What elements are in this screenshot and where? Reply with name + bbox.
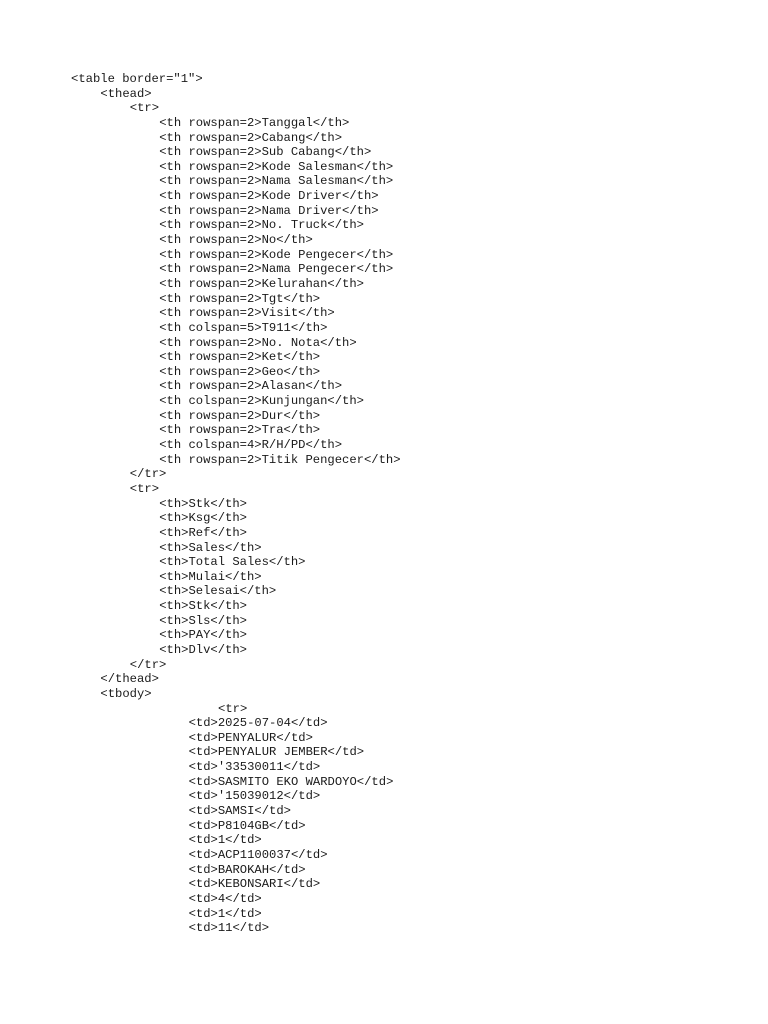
code-line: <tbody>: [100, 686, 152, 701]
code-line: <thead>: [100, 86, 152, 101]
code-line: <th>Total Sales</th>: [159, 555, 306, 570]
code-line: <th>Sls</th>: [159, 613, 247, 628]
code-line: <th rowspan=2>No. Truck</th>: [159, 218, 364, 233]
code-line: <td>SAMSI</td>: [188, 804, 291, 819]
code-line: <th rowspan=2>Nama Driver</th>: [159, 203, 379, 218]
code-line: <th colspan=4>R/H/PD</th>: [159, 438, 343, 453]
code-line: <th colspan=2>Kunjungan</th>: [159, 394, 364, 409]
code-line: <th rowspan=2>Tgt</th>: [159, 291, 321, 306]
code-line: <th rowspan=2>Visit</th>: [159, 306, 335, 321]
code-line: <td>SASMITO EKO WARDOYO</td>: [188, 774, 394, 789]
code-line: <table border="1">: [71, 72, 203, 86]
code-line: <td>P8104GB</td>: [188, 818, 306, 833]
code-line: <td>PENYALUR JEMBER</td>: [188, 745, 365, 760]
code-line: <th rowspan=2>Sub Cabang</th>: [159, 145, 372, 160]
code-line: </tr>: [129, 467, 167, 482]
code-line: <th rowspan=2>No</th>: [159, 233, 313, 248]
code-line: <th rowspan=2>Kelurahan</th>: [159, 276, 364, 291]
code-line: <th rowspan=2>Kode Pengecer</th>: [159, 247, 394, 262]
code-line: <td>'15039012</td>: [188, 789, 321, 804]
code-line: <th colspan=5>T911</th>: [159, 320, 328, 335]
code-line: <th>Stk</th>: [159, 496, 247, 511]
code-line: <td>PENYALUR</td>: [188, 730, 313, 745]
code-line: <th rowspan=2>Tanggal</th>: [159, 115, 350, 130]
code-line: <th rowspan=2>Kode Driver</th>: [159, 189, 379, 204]
code-line: <th>PAY</th>: [159, 628, 247, 643]
code-line: <th rowspan=2>Alasan</th>: [159, 379, 343, 394]
code-line: <td>'33530011</td>: [188, 760, 321, 775]
code-line: <th rowspan=2>Titik Pengecer</th>: [159, 452, 401, 467]
code-line: <td>ACP1100037</td>: [188, 847, 328, 862]
code-line: <td>BAROKAH</td>: [188, 862, 306, 877]
code-line: </thead>: [100, 672, 159, 687]
code-line: <th>Ref</th>: [159, 525, 247, 540]
code-line: <td>KEBONSARI</td>: [188, 877, 321, 892]
code-line: <th rowspan=2>Dur</th>: [159, 408, 321, 423]
code-line: <th>Dlv</th>: [159, 642, 247, 657]
code-line: <tr>: [129, 481, 160, 496]
code-line: <th rowspan=2>Cabang</th>: [159, 130, 343, 145]
code-line: <th>Sales</th>: [159, 540, 262, 555]
code-line: <tr>: [129, 101, 160, 116]
code-line: <th rowspan=2>Nama Pengecer</th>: [159, 262, 394, 277]
code-line: <td>2025-07-04</td>: [188, 716, 328, 731]
code-line: <th>Stk</th>: [159, 599, 247, 614]
code-line: <td>1</td>: [188, 833, 262, 848]
code-line: <th>Ksg</th>: [159, 511, 247, 526]
code-line: <th>Selesai</th>: [159, 584, 277, 599]
code-line: </tr>: [129, 657, 167, 672]
code-line: <th rowspan=2>Tra</th>: [159, 423, 321, 438]
code-listing: [71, 72, 401, 936]
code-line: <th rowspan=2>Geo</th>: [159, 364, 321, 379]
code-line: <th rowspan=2>Nama Salesman</th>: [159, 174, 394, 189]
code-line: <td>4</td>: [188, 891, 262, 906]
code-line: <th rowspan=2>Ket</th>: [159, 350, 321, 365]
code-line: <td>11</td>: [188, 921, 270, 936]
code-line: <th rowspan=2>No. Nota</th>: [159, 335, 357, 350]
code-line: <th>Mulai</th>: [159, 569, 262, 584]
code-line: <td>1</td>: [188, 906, 262, 921]
code-line: <tr>: [218, 701, 248, 716]
code-line: <th rowspan=2>Kode Salesman</th>: [159, 159, 394, 174]
